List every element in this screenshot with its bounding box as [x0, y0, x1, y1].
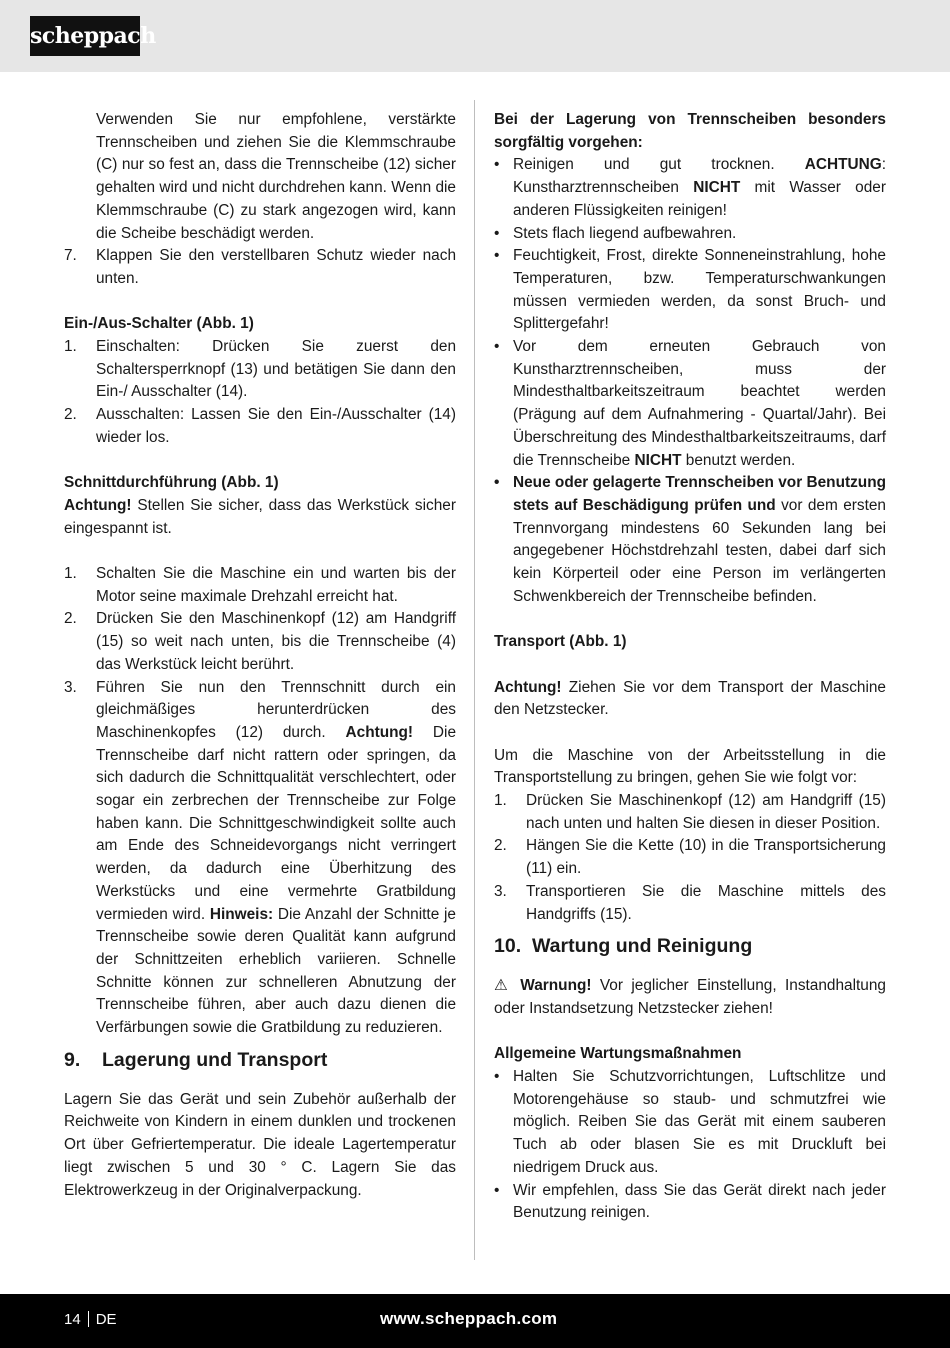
list-item: [64, 608, 456, 676]
item-number: 1.: [494, 792, 507, 810]
list-item: [494, 1180, 886, 1225]
bold-run: NICHT: [693, 179, 741, 197]
warning-label: Achtung!: [64, 496, 132, 514]
list-item: [494, 336, 886, 472]
bold-run: Neue oder gelagerte Trennscheiben vor Benutzung stets auf Beschädigung prüfen und: [513, 474, 886, 514]
bold-run: Hinweis:: [209, 905, 274, 923]
page-footer: [0, 1294, 950, 1348]
text-run: mit Wasser oder anderen Flüssigkeiten reinigen!: [513, 179, 886, 219]
bold-run: Achtung!: [345, 723, 414, 741]
item-number: 1.: [64, 565, 77, 583]
item-text: Wir empfehlen, dass Sie das Gerät direkt nach jeder Benutzung reinigen.: [513, 1181, 886, 1222]
item-text: [513, 336, 886, 472]
bullet: •: [494, 1181, 500, 1199]
list-item: [64, 677, 456, 1040]
list-item: [64, 245, 456, 290]
page-num: 14: [64, 1311, 81, 1328]
transport-heading: Transport (Abb. 1): [494, 633, 627, 651]
list-item: [64, 336, 456, 404]
item-text: [513, 154, 886, 222]
cut-heading: Schnittdurchführung (Abb. 1): [64, 474, 279, 492]
warning-label: Warnung!: [520, 977, 592, 995]
item-number: 7.: [64, 247, 77, 265]
section-title: Wartung und Reinigung: [532, 935, 753, 958]
bullet: •: [494, 224, 500, 242]
item-text: [96, 677, 456, 1040]
item-number: 3.: [494, 882, 507, 900]
item-text: [513, 472, 886, 608]
item-number: 3.: [64, 678, 77, 696]
item-text: Stets flach liegend aufbewahren.: [513, 224, 737, 242]
warning-text: Ziehen Sie vor dem Transport der Maschine den Netzstecker.: [494, 678, 886, 719]
text-run: Führen Sie nun den Trennschnitt durch ein gleichmäßiges herunterdrücken des Maschinenkopfes (12) durch.: [96, 678, 456, 741]
bullet: •: [494, 474, 500, 492]
item-text: Transportieren Sie die Maschine mittels des Handgriffs (15).: [526, 882, 886, 923]
list-item: [494, 154, 886, 222]
list-item: [494, 835, 886, 880]
general-maintenance-heading: Allgemeine Wartungsmaßnahmen: [494, 1045, 742, 1063]
transport-intro: Um die Maschine von der Arbeitsstellung in die Transportstellung zu bringen, gehen Sie wie folgt vor:: [494, 746, 886, 787]
item-number: 1.: [64, 338, 77, 356]
logo-text: scheppach: [30, 23, 156, 49]
transport-warning: [494, 677, 886, 722]
section-9-heading: [64, 1047, 456, 1073]
bold-run: NICHT: [634, 451, 682, 469]
item-text: Halten Sie Schutzvorrichtungen, Luftschlitze und Motorengehäuse so staub- und schmutzfrei wie möglich. Reiben Sie das Gerät mit einem sauberen Tuch ab oder blasen Sie es mit Druckluft bei niedrigem Druck aus.: [513, 1068, 886, 1176]
list-item: [494, 223, 886, 246]
item-text: Feuchtigkeit, Frost, direkte Sonneneinstrahlung, hohe Temperaturen, bzw. Temperaturschwankungen müssen vermieden werden, da sonst Bruch- und Splittergefahr!: [513, 247, 886, 333]
warning-text: Vor jeglicher Einstellung, Instandhaltung oder Instandsetzung Netzstecker ziehen!: [494, 977, 886, 1017]
item-number: 2.: [64, 610, 77, 628]
page-number: [64, 1311, 117, 1328]
item-text: Hängen Sie die Kette (10) in die Transportsicherung (11) ein.: [526, 837, 886, 878]
list-item: [64, 563, 456, 608]
list-item: [494, 881, 886, 926]
list-item: [494, 472, 886, 608]
warning-text: Stellen Sie sicher, dass das Werkstück sicher eingespannt ist.: [64, 496, 456, 537]
text-run: Die Trennscheibe darf nicht rattern oder springen, da sich dadurch die Schnittqualität verschlechtert, oder sogar ein zerbrechen der Trennscheibe zur Folge haben kann. Die Schnittgeschwindigkeit sollte auch am Ende des Schneidevorgangs nicht verringert werden, da dadurch eine Überhitzung des Werkstücks und eine vermehrte Gratbildung vermieden wird.: [96, 723, 457, 923]
item-text: Einschalten: Drücken Sie zuerst den Schaltersperrknopf (13) und betätigen Sie dann den Ein-/ Ausschalter (14).: [96, 338, 456, 401]
list-item: [494, 790, 886, 835]
section-number: 10.: [494, 935, 522, 958]
section-title: Lagerung und Transport: [102, 1048, 328, 1071]
storage-heading: Bei der Lagerung von Trennscheiben besonders sorgfältig vorgehen:: [494, 111, 886, 151]
section-number: 9.: [64, 1048, 81, 1071]
text-run: Die Anzahl der Schnitte je Trennscheibe sowie deren Qualität kann aufgrund der Schnittzeiten erheblich variieren. Schnelle Schnitte können zur schnelleren Abnutzung der Trennscheibe führen, aber auch dazu dienen die Verfärbungen sowie die Gratbildung zu reduzieren.: [96, 905, 456, 1037]
bullet: •: [494, 1068, 500, 1086]
text-run: : Kunstharztrennscheiben: [513, 156, 886, 197]
item-number: 2.: [494, 837, 507, 855]
bullet: •: [494, 338, 500, 356]
item-text: Schalten Sie die Maschine ein und warten bis der Motor seine maximale Drehzahl erreicht hat.: [96, 565, 456, 605]
left-column: [64, 109, 456, 1202]
text-run: vor dem ersten Trennvorgang mindestens 60 Sekunden lang bei angegebener Höchstdrehzahl testen, dabei darf sich kein Körperteil oder eine Person im verlängerten Schwenkbereich der Trennscheibe befinden.: [513, 496, 886, 605]
intro-paragraph: Verwenden Sie nur empfohlene, verstärkte Trennscheiben und ziehen Sie die Klemmschraube (C) nur so fest an, dass die Trennscheibe (12) sicher gehalten wird und nicht durchdrehen kann. Wenn die Klemmschraube (C) zu stark angezogen wird, kann die Scheibe beschädigt werden.: [96, 111, 456, 242]
bullet: •: [494, 247, 500, 265]
switch-heading: Ein-/Aus-Schalter (Abb. 1): [64, 315, 254, 333]
column-divider: [474, 100, 475, 1260]
item-number: 2.: [64, 406, 77, 424]
right-column: [494, 109, 886, 1225]
scheppach-logo: [30, 16, 156, 56]
warning-triangle-icon: ⚠: [494, 977, 512, 995]
text-run: Reinigen und gut trocknen.: [513, 156, 805, 174]
list-item: [494, 245, 886, 336]
bold-run: ACHTUNG: [804, 156, 882, 174]
list-item: [64, 404, 456, 449]
website-url: www.scheppach.com: [380, 1309, 558, 1328]
bullet: •: [494, 156, 500, 174]
item-text: Ausschalten: Lassen Sie den Ein-/Ausschalter (14) wieder los.: [96, 406, 456, 446]
section-9-paragraph: Lagern Sie das Gerät und sein Zubehör außerhalb der Reichweite von Kindern in einem dunklen und trockenen Ort über Gefriertemperatur. Die ideale Lagertemperatur liegt zwischen 5 und 30 ° C. Lagern Sie das Elektrowerkzeug in der Originalverpackung.: [64, 1090, 456, 1199]
text-run: benutzt werden.: [681, 451, 796, 469]
item-text: Drücken Sie Maschinenkopf (12) am Handgriff (15) nach unten und halten Sie diesen in dieser Position.: [526, 792, 886, 832]
maintenance-warning: [494, 975, 886, 1020]
cut-warning: [64, 495, 456, 540]
page-header: [0, 0, 950, 72]
language-code: DE: [95, 1311, 117, 1328]
text-run: Vor dem erneuten Gebrauch von Kunstharztrennscheiben, muss der Mindesthaltbarkeitszeitraum beachtet werden (Prägung auf dem Aufnahmering - Quartal/Jahr). Bei Überschreitung des Mindesthaltbarkeitszeitraums, darf die Trennscheibe: [513, 338, 886, 469]
list-item: [494, 1066, 886, 1180]
item-text: Klappen Sie den verstellbaren Schutz wieder nach unten.: [96, 247, 456, 287]
item-text: Drücken Sie den Maschinenkopf (12) am Handgriff (15) so weit nach unten, bis die Trennscheibe (4) das Werkstück leicht berührt.: [96, 610, 456, 673]
warning-label: Achtung!: [494, 678, 562, 696]
section-10-heading: [494, 933, 886, 959]
